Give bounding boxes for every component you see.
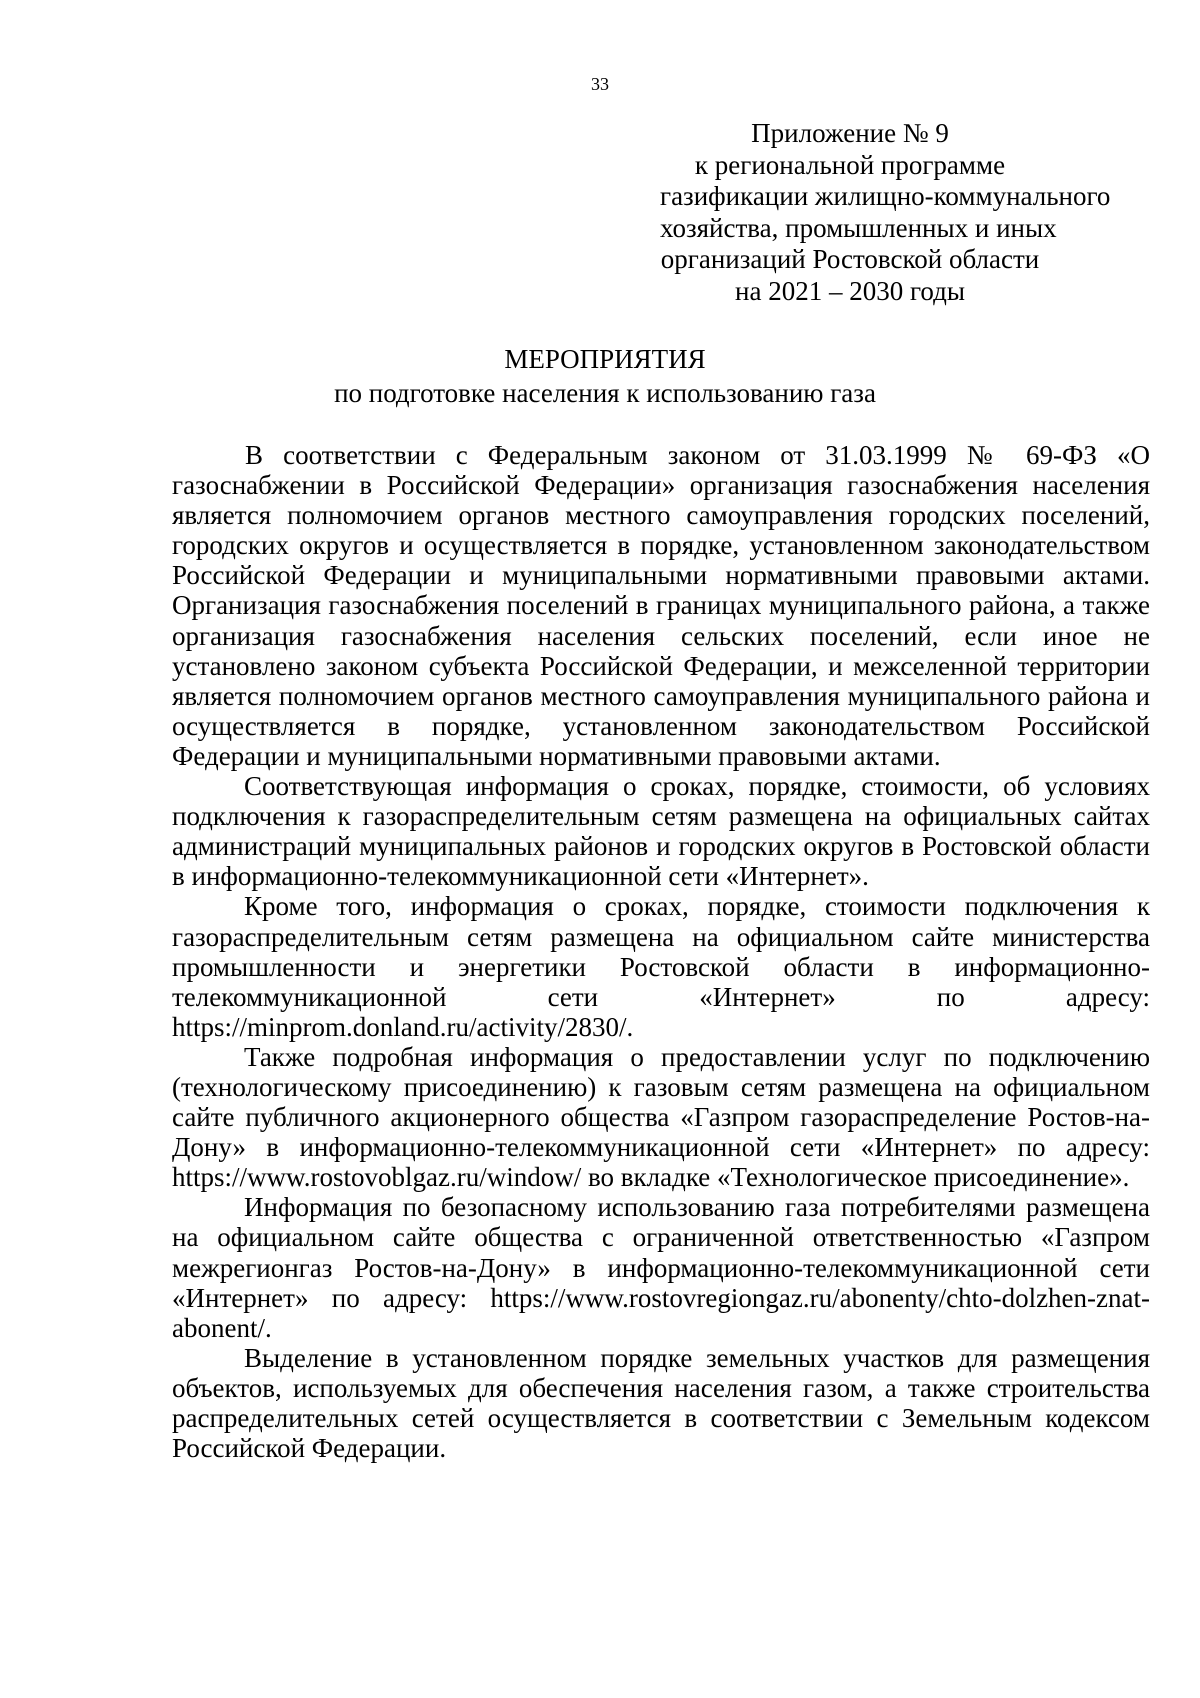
appendix-line: газификации жилищно-коммунального: [660, 181, 1111, 212]
page-number: 33: [591, 74, 609, 94]
paragraph: Выделение в установленном порядке земельных участков для размещения объектов, используемых для обеспечения населения газом, а также строительства распределительных сетей осуществляется в соответствии с Земельным кодексом Российской Федерации.: [172, 1342, 1150, 1464]
paragraph: Информация по безопасному использованию газа потребителями размещена на официальном сайте общества с ограниченной ответственностью «Газпром межрегионгаз Ростов-на-Дону» в информационно-телекоммуникационной сети «Интернет» по адресу: https://www.rostovregiongaz.ru/abonenty/chto-dolzhen-znat-abonent/.: [172, 1192, 1150, 1343]
document-title: МЕРОПРИЯТИЯ: [504, 344, 706, 374]
appendix-line: хозяйства, промышленных и иных: [660, 212, 1057, 243]
appendix-header: [660, 118, 1111, 308]
paragraph: В соответствии с Федеральным законом от 31.03.1999 № 69-ФЗ «О газоснабжении в Российской Федерации» организация газоснабжения населения является полномочием органов местного самоуправления городских поселений, городских округов и осуществляется в порядке, установленном законодательством Российской Федерации и муниципальными нормативными правовыми актами. Организация газоснабжения поселений в границах муниципального района, а также организация газоснабжения населения сельских поселений, если иное не установлено законом субъекта Российской Федерации, и межселенной территории является полномочием органов местного самоуправления муниципального района и осуществляется в порядке, установленном законодательством Российской Федерации и муниципальными нормативными правовыми актами.: [172, 440, 1150, 771]
document-subtitle: по подготовке населения к использованию газа: [334, 378, 876, 408]
paragraph: Кроме того, информация о сроках, порядке, стоимости подключения к газораспределительным сетям размещена на официальном сайте министерства промышленности и энергетики Ростовской области в информационно-телекоммуникационной сети «Интернет» по адресу: https://minprom.donland.ru/activity/2830/.: [172, 891, 1150, 1042]
appendix-line: к региональной программе: [694, 149, 1006, 180]
paragraph: Также подробная информация о предоставлении услуг по подключению (технологическому присоединению) к газовым сетям размещена на официальном сайте публичного акционерного общества «Газпром газораспределение Ростов-на-Дону» в информационно-телекоммуникационной сети «Интернет» по адресу: https://www.rostovoblgaz.ru/window/ во вкладке «Технологическое присоединение».: [172, 1041, 1150, 1193]
appendix-line: на 2021 – 2030 годы: [735, 275, 965, 306]
appendix-line: организаций Ростовской области: [660, 244, 1040, 275]
paragraph: Соответствующая информация о сроках, порядке, стоимости, об условиях подключения к газораспределительным сетям размещена на официальных сайтах администраций муниципальных районов и городских округов в Ростовской области в информационно-телекоммуникационной сети «Интернет».: [172, 771, 1150, 892]
appendix-line: Приложение № 9: [751, 118, 949, 148]
document-body: [172, 440, 1150, 1463]
